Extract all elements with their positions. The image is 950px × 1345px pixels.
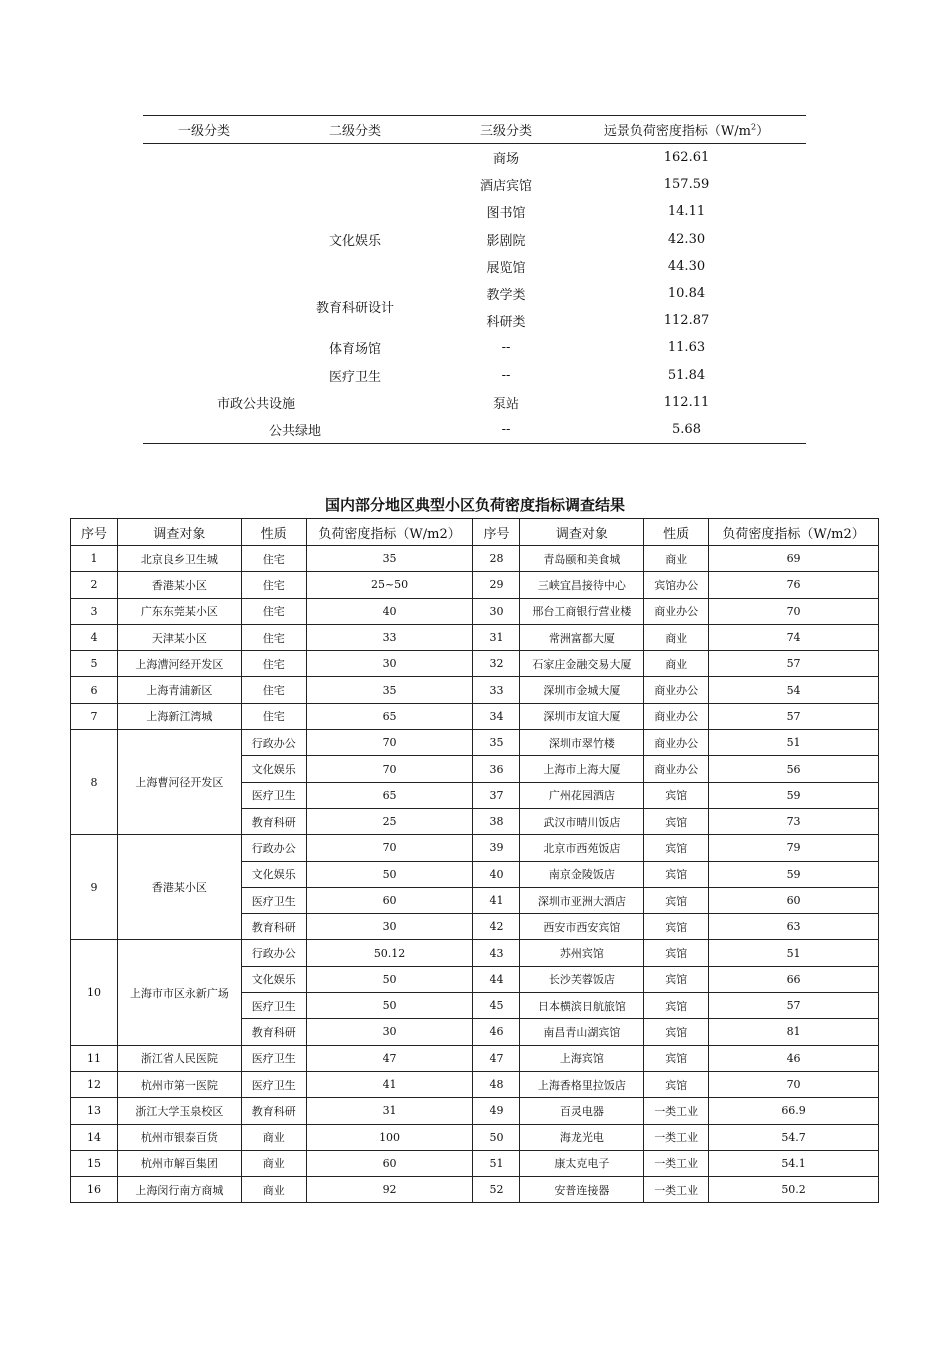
header-level2: 二级分类 [265,116,445,144]
header-object-right: 调查对象 [520,519,644,546]
row-number: 42 [473,914,520,940]
table1-cell-c2: 教育科研设计 [315,301,394,317]
density-value: 65 [306,782,473,808]
density-value: 70 [709,598,879,624]
table1-cell-c2 [265,171,445,198]
survey-object: 上海市市区永新广场 [117,940,241,1045]
property-type: 行政办公 [241,730,306,756]
row-number: 36 [473,756,520,782]
row-number: 2 [71,572,118,598]
survey-object: 安普连接器 [520,1177,644,1203]
density-value: 100 [306,1124,473,1150]
survey-table-title: 国内部分地区典型小区负荷密度指标调查结果 [324,496,625,514]
property-type: 商业 [644,546,709,572]
survey-object: 浙江大学玉泉校区 [117,1098,241,1124]
property-type: 住宅 [241,546,306,572]
table-row [71,1177,879,1203]
property-type: 商业办公 [644,703,709,729]
table1-cell-c3: 商场 [492,152,519,168]
property-type: 文化娱乐 [241,756,306,782]
table1-cell-c3: 科研类 [486,315,526,331]
property-type: 教育科研 [241,808,306,834]
row-number: 11 [71,1045,118,1071]
table1-cell-c3: 教学类 [486,288,526,304]
header-density-right: 负荷密度指标（W/m2） [709,519,879,546]
survey-object: 北京良乡卫生城 [117,546,241,572]
table1-header-row [143,116,806,144]
density-value: 57 [709,993,879,1019]
density-value: 50.12 [306,940,473,966]
table-row [71,546,879,572]
survey-object: 广东东莞某小区 [117,598,241,624]
survey-object: 南昌青山湖宾馆 [520,1019,644,1045]
density-value: 66 [709,966,879,992]
density-value: 74 [709,624,879,650]
property-type: 住宅 [241,598,306,624]
density-value: 57 [709,651,879,677]
density-value: 57 [709,703,879,729]
table1-cell-c2 [265,198,445,225]
property-type: 医疗卫生 [241,887,306,913]
density-value: 35 [306,677,473,703]
header-type-right: 性质 [644,519,709,546]
density-value: 31 [306,1098,473,1124]
table1-cell-v: 112.11 [663,394,710,410]
density-value: 66.9 [709,1098,879,1124]
row-number: 37 [473,782,520,808]
survey-object: 天津某小区 [117,624,241,650]
density-value: 60 [306,1150,473,1176]
table1-cell-c1 [143,226,265,253]
row-number: 41 [473,887,520,913]
property-type: 宾馆 [644,1071,709,1097]
property-type: 住宅 [241,624,306,650]
table2-header-row [71,519,879,546]
property-type: 住宅 [241,651,306,677]
header-no-left: 序号 [71,519,118,546]
survey-object: 浙江省人民医院 [117,1045,241,1071]
property-type: 宾馆 [644,993,709,1019]
row-number: 12 [71,1071,118,1097]
density-value: 56 [709,756,879,782]
density-value: 70 [709,1071,879,1097]
density-value: 63 [709,914,879,940]
property-type: 教育科研 [241,914,306,940]
survey-object: 上海市上海大厦 [520,756,644,782]
row-number: 28 [473,546,520,572]
property-type: 文化娱乐 [241,966,306,992]
table1-cell-c3: 泵站 [492,396,519,412]
table1-cell-v: 10.84 [667,286,706,302]
density-value: 30 [306,914,473,940]
table1-cell-v: 162.61 [663,150,710,166]
density-value: 54 [709,677,879,703]
density-value: 81 [709,1019,879,1045]
header-no-right: 序号 [473,519,520,546]
table1-cell-c1 [143,144,265,172]
row-number: 40 [473,861,520,887]
density-value: 76 [709,572,879,598]
table-row [71,703,879,729]
property-type: 教育科研 [241,1098,306,1124]
property-type: 商业 [644,651,709,677]
survey-object: 深圳市友谊大厦 [520,703,644,729]
survey-object: 上海青浦新区 [117,677,241,703]
density-value: 60 [709,887,879,913]
row-number: 31 [473,624,520,650]
table1-cell-c1 [143,307,265,334]
survey-object: 深圳市金城大厦 [520,677,644,703]
property-type: 宾馆 [644,1019,709,1045]
property-type: 一类工业 [644,1150,709,1176]
table1-cell-c3: 图书馆 [486,206,526,222]
table1-cell-v: 14.11 [667,204,706,220]
table-row [71,651,879,677]
survey-object: 青岛颐和美食城 [520,546,644,572]
density-value: 25 [306,808,473,834]
table1-row [143,144,806,172]
row-number: 30 [473,598,520,624]
table1-cell-c2: 公共绿地 [205,416,385,444]
table1-cell-c2: 文化娱乐 [328,233,381,249]
survey-object: 邢台工商银行营业楼 [520,598,644,624]
property-type: 宾馆 [644,1045,709,1071]
survey-object: 广州花园酒店 [520,782,644,808]
survey-object: 长沙芙蓉饭店 [520,966,644,992]
table-row [71,624,879,650]
table1-row [143,389,806,416]
row-number: 4 [71,624,118,650]
table-row [71,1124,879,1150]
property-type: 商业 [241,1177,306,1203]
property-type: 医疗卫生 [241,993,306,1019]
row-number: 10 [71,940,118,1045]
property-type: 行政办公 [241,940,306,966]
survey-object: 上海漕河经开发区 [117,651,241,677]
table1-row [143,253,806,280]
property-type: 宾馆 [644,861,709,887]
property-type: 宾馆 [644,887,709,913]
table-row [71,1098,879,1124]
density-value: 54.1 [709,1150,879,1176]
density-value: 50 [306,861,473,887]
table1-cell-c1 [143,253,265,280]
table1-cell-v: 42.30 [667,231,706,247]
survey-object: 南京金陵饭店 [520,861,644,887]
table1-cell-c1 [143,280,265,307]
density-value: 54.7 [709,1124,879,1150]
table1-cell-c2 [265,144,445,172]
table1-cell-v: 11.63 [667,340,706,356]
table1-cell-c3: -- [501,367,511,383]
row-number: 46 [473,1019,520,1045]
density-value: 47 [306,1045,473,1071]
table1-cell-v: 157.59 [663,177,710,193]
header-object-left: 调查对象 [117,519,241,546]
survey-object: 深圳市亚洲大酒店 [520,887,644,913]
survey-object: 西安市西安宾馆 [520,914,644,940]
table1-cell-c2: 市政公共设施 [217,396,296,412]
table1-row [143,416,806,444]
property-type: 宾馆 [644,782,709,808]
density-value: 51 [709,940,879,966]
property-type: 宾馆 [644,940,709,966]
property-type: 医疗卫生 [241,782,306,808]
row-number: 43 [473,940,520,966]
header-density-left: 负荷密度指标（W/m2） [306,519,473,546]
table1-row [143,362,806,389]
density-value: 69 [709,546,879,572]
density-value: 70 [306,730,473,756]
density-value: 70 [306,756,473,782]
survey-object: 常洲富都大厦 [520,624,644,650]
row-number: 29 [473,572,520,598]
survey-object: 上海闵行南方商城 [117,1177,241,1203]
header-density: 远景负荷密度指标$(W/m^2)$ [567,116,806,144]
survey-object: 上海宾馆 [520,1045,644,1071]
table-row [71,572,879,598]
row-number: 14 [71,1124,118,1150]
load-density-classification-table [143,115,806,444]
row-number: 13 [71,1098,118,1124]
survey-object: 北京市西苑饭店 [520,835,644,861]
row-number: 45 [473,993,520,1019]
table1-cell-c1 [143,362,265,389]
property-type: 住宅 [241,572,306,598]
header-level3: 三级分类 [445,116,567,144]
table1-cell-v: 51.84 [667,367,706,383]
table1-cell-c1 [143,198,265,225]
header-type-left: 性质 [241,519,306,546]
survey-object: 香港某小区 [117,572,241,598]
density-value: 25~50 [306,572,473,598]
table-row [71,598,879,624]
density-value: 79 [709,835,879,861]
survey-object: 杭州市解百集团 [117,1150,241,1176]
survey-object: 百灵电器 [520,1098,644,1124]
density-value: 51 [709,730,879,756]
property-type: 医疗卫生 [241,1045,306,1071]
row-number: 33 [473,677,520,703]
density-value: 41 [306,1071,473,1097]
survey-object: 石家庄金融交易大厦 [520,651,644,677]
row-number: 16 [71,1177,118,1203]
row-number: 38 [473,808,520,834]
density-value: 35 [306,546,473,572]
table-row [71,677,879,703]
row-number: 44 [473,966,520,992]
survey-results-table [70,518,879,1203]
table1-row [143,198,806,225]
table-row [71,1071,879,1097]
row-number: 32 [473,651,520,677]
density-value: 60 [306,887,473,913]
table1-cell-c2 [265,253,445,280]
survey-object: 康太克电子 [520,1150,644,1176]
header-level1: 一级分类 [143,116,265,144]
property-type: 商业办公 [644,677,709,703]
table1-cell-c2: 体育场馆 [328,342,381,358]
row-number: 6 [71,677,118,703]
row-number: 47 [473,1045,520,1071]
table1-cell-v: 5.68 [567,416,806,444]
row-number: 51 [473,1150,520,1176]
density-value: 50.2 [709,1177,879,1203]
row-number: 35 [473,730,520,756]
row-number: 15 [71,1150,118,1176]
property-type: 住宅 [241,677,306,703]
density-value: 30 [306,1019,473,1045]
property-type: 商业 [241,1124,306,1150]
row-number: 5 [71,651,118,677]
property-type: 宾馆 [644,966,709,992]
property-type: 医疗卫生 [241,1071,306,1097]
density-value: 30 [306,651,473,677]
property-type: 一类工业 [644,1177,709,1203]
table1-cell-v: 44.30 [667,258,706,274]
density-value: 50 [306,966,473,992]
table1-row [143,280,806,307]
table1-cell-c3: -- [501,340,511,356]
density-value: 46 [709,1045,879,1071]
table-row [71,1150,879,1176]
property-type: 住宅 [241,703,306,729]
row-number: 34 [473,703,520,729]
property-type: 商业办公 [644,598,709,624]
row-number: 3 [71,598,118,624]
survey-object: 上海香格里拉饭店 [520,1071,644,1097]
density-value: 50 [306,993,473,1019]
density-value: 92 [306,1177,473,1203]
density-value: 73 [709,808,879,834]
row-number: 52 [473,1177,520,1203]
survey-object: 杭州市银泰百货 [117,1124,241,1150]
table1-cell-c3: 展览馆 [486,260,526,276]
density-value: 65 [306,703,473,729]
table1-cell-c3: 酒店宾馆 [479,179,532,195]
survey-object: 上海曹河径开发区 [117,730,241,835]
survey-object: 海龙光电 [520,1124,644,1150]
property-type: 教育科研 [241,1019,306,1045]
density-value: 40 [306,598,473,624]
table1-cell-c3: -- [445,416,567,444]
table-row [71,1045,879,1071]
table1-cell-c3: 影剧院 [486,233,526,249]
table1-row [143,334,806,361]
table1-row [143,171,806,198]
density-value: 33 [306,624,473,650]
property-type: 宾馆办公 [644,572,709,598]
table1-cell-v: 112.87 [663,313,710,329]
survey-object: 日本横滨日航旅馆 [520,993,644,1019]
density-value: 59 [709,861,879,887]
survey-object: 苏州宾馆 [520,940,644,966]
survey-object: 深圳市翠竹楼 [520,730,644,756]
table1-cell-c1 [143,334,265,361]
property-type: 一类工业 [644,1124,709,1150]
row-number: 50 [473,1124,520,1150]
row-number: 48 [473,1071,520,1097]
property-type: 行政办公 [241,835,306,861]
table-row [71,835,879,861]
density-value: 59 [709,782,879,808]
survey-object: 上海新江湾城 [117,703,241,729]
property-type: 宾馆 [644,808,709,834]
property-type: 一类工业 [644,1098,709,1124]
survey-object: 香港某小区 [117,835,241,940]
table-row [71,940,879,966]
row-number: 9 [71,835,118,940]
density-value: 70 [306,835,473,861]
table-row [71,730,879,756]
row-number: 7 [71,703,118,729]
row-number: 39 [473,835,520,861]
property-type: 商业 [644,624,709,650]
table1-row [143,226,806,253]
survey-object: 三峡宜昌接待中心 [520,572,644,598]
row-number: 49 [473,1098,520,1124]
row-number: 8 [71,730,118,835]
property-type: 商业办公 [644,756,709,782]
property-type: 宾馆 [644,914,709,940]
row-number: 1 [71,546,118,572]
survey-object: 杭州市第一医院 [117,1071,241,1097]
property-type: 宾馆 [644,835,709,861]
table1-row [143,307,806,334]
property-type: 商业办公 [644,730,709,756]
table1-cell-c1 [143,171,265,198]
table1-cell-c2: 医疗卫生 [328,369,381,385]
property-type: 商业 [241,1150,306,1176]
property-type: 文化娱乐 [241,861,306,887]
survey-object: 武汉市晴川饭店 [520,808,644,834]
